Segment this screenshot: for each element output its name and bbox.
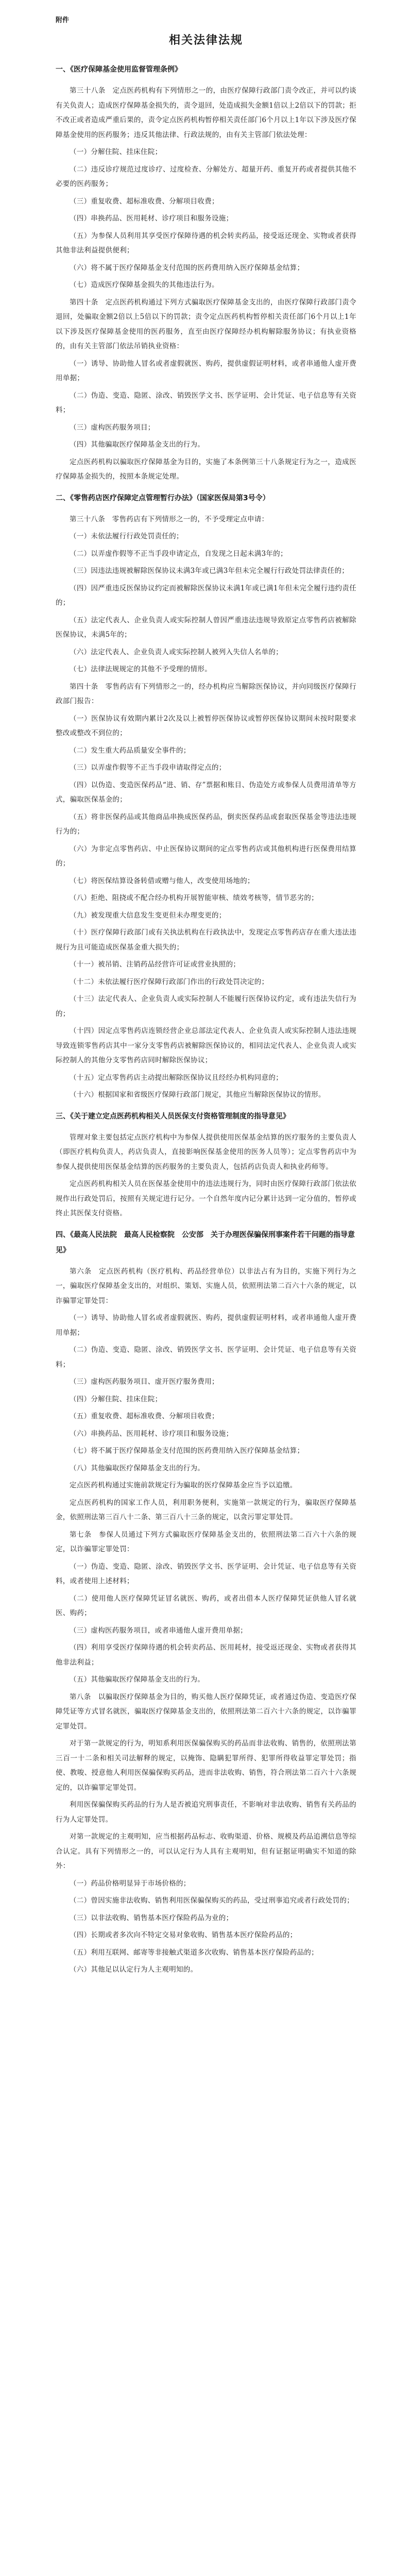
paragraph: 对于第一款规定的行为，明知系利用医保骗保购买的药品而非法收购、销售的，依照刑法第三百一十二条和相关司法解释的规定，以掩饰、隐瞒犯罪所得、犯罪所得收益罪定罪处罚；指使、教唆、授意他人利用医保骗保购买药品，进而非法收购、销售，符合刑法第二百六十六条规定的，以诈骗罪定罪处罚。: [56, 1739, 356, 1792]
attachment-label: 附件: [56, 16, 70, 24]
paragraph: （一）诱导、协助他人冒名或者虚假就医、购药，提供虚假证明材料，或者串通他人虚开费用单据；: [56, 1314, 356, 1337]
paragraph: （三）重复收费、超标准收费、分解项目收费；: [70, 197, 219, 206]
paragraph: （五）重复收费、超标准收费、分解项目收费；: [70, 1412, 219, 1420]
paragraph: 第七条 参保人员通过下列方式骗取医疗保障基金支出的，依照刑法第二百六十六条的规定，以诈骗罪定罪处罚：: [56, 1530, 356, 1553]
paragraph: （三）虚构医药服务项目、虚开医疗服务费用；: [70, 1378, 219, 1386]
paragraph: （四）利用享受医疗保障待遇的机会转卖药品、医用耗材，接受返还现金、实物或者获得其他非法利益；: [56, 1643, 356, 1667]
paragraph: （九）被发现重大信息发生变更但未办理变更的；: [70, 911, 226, 920]
paragraph: （一）伪造、变造、隐匿、涂改、销毁医学文书、医学证明、会计凭证、电子信息等有关资料，或者使用上述材料；: [56, 1562, 356, 1585]
paragraph: （一）药品价格明显异于市场价格的；: [70, 1879, 191, 1888]
paragraph: （五）将非医保药品或其他商品串换成医保药品，倒卖医保药品或套取医保基金等违法违规行为的；: [56, 812, 356, 836]
paragraph: （八）其他骗取医疗保障基金支出的行为。: [70, 1464, 205, 1472]
paragraph: （六）串换药品、医用耗材、诊疗项目和服务设施；: [70, 1429, 233, 1438]
paragraph: 第四十条 零售药店有下列情形之一的，经办机构应当解除医保协议，并向同级医疗保障行政部门报告：: [56, 682, 356, 705]
paragraph: （二）以弄虚作假等不正当手段申请定点，自发现之日起未满3年的；: [70, 549, 287, 558]
paragraph: （三）因违法违规被解除医保协议未满3年或已满3年但未完全履行行政处罚法律责任的；: [70, 567, 349, 575]
paragraph: 第八条 以骗取医疗保障基金为目的，购买他人医疗保障凭证，或者通过伪造、变造医疗保障凭证等方式冒名就医，骗取医疗保障基金支出的，依照刑法第二百六十六条的规定，以诈骗罪定罪处罚。: [56, 1692, 356, 1731]
paragraph: （七）将医保结算设备转借或赠与他人，改变使用场地的；: [70, 876, 254, 885]
paragraph: （七）造成医疗保障基金损失的其他违法行为。: [70, 281, 219, 289]
paragraph: （十二）未依法履行医疗保障行政部门作出的行政处罚决定的；: [70, 977, 269, 986]
paragraph: （四）以伪造、变造医保药品“进、销、存”票据和账目、伪造处方或参保人员费用清单等方式，骗取医保基金的；: [56, 781, 356, 804]
paragraph: 第三十八条 定点医药机构有下列情形之一的，由医疗保障行政部门责令改正，并可以约谈有关负责人；造成医疗保障基金损失的，责令退回，处造成损失金额1倍以上2倍以下的罚款；拒不改正或者造成严重后果的，责令定点医药机构暂停相关责任部门6个月以上1年以下涉及医疗保障基金使用的医药服务；违反其他法律、行政法规的，由有关主管部门依法处理：: [56, 87, 356, 139]
paragraph: （三）以非法收购、销售基本医疗保险药品为业的；: [70, 1913, 233, 1922]
paragraph: （六）为非定点零售药店、中止医保协议期间的定点零售药店或其他机构进行医保费用结算的；: [56, 844, 356, 868]
paragraph: 第六条 定点医药机构（医疗机构、药品经营单位）以非法占有为目的，实施下列行为之一，骗取医疗保障基金支出的，对组织、策划、实施人员，依照刑法第二百六十六条的规定，以诈骗罪定罪处罚：: [56, 1267, 356, 1305]
paragraph: 利用医保骗保购买药品的行为人是否被追究刑事责任，不影响对非法收购、销售有关药品的行为人定罪处罚。: [56, 1801, 356, 1824]
paragraph: （四）长期或者多次向不特定交易对象收购、销售基本医疗保险药品的；: [70, 1931, 297, 1939]
paragraph: （五）为参保人员利用其享受医疗保障待遇的机会转卖药品，接受返还现金、实物或者获得其他非法利益提供便利；: [56, 231, 356, 255]
paragraph: （八）拒绝、阻挠或不配合经办机构开展智能审核、绩效考核等，情节恶劣的；: [70, 894, 318, 902]
paragraph: （六）将不属于医疗保障基金支付范围的医药费用纳入医疗保障基金结算；: [70, 263, 304, 272]
paragraph: （二）伪造、变造、隐匿、涂改、销毁医学文书、医学证明、会计凭证、电子信息等有关资料；: [56, 1346, 356, 1369]
paragraph: （一）分解住院、挂床住院；: [70, 148, 162, 156]
paragraph: （六）法定代表人、企业负责人或实际控制人被列入失信人名单的；: [70, 648, 283, 656]
section-heading: 一、《医疗保障基金使用监督管理条例》: [56, 65, 182, 74]
paragraph: （十一）被吊销、注销药品经营许可证或营业执照的；: [70, 960, 241, 969]
paragraph: （十三）法定代表人、企业负责人或实际控制人不能履行医保协议约定，或有违法失信行为的；: [56, 995, 356, 1018]
paragraph: （二）伪造、变造、隐匿、涂改、销毁医学文书、医学证明、会计凭证、电子信息等有关资料；: [56, 391, 356, 414]
section-heading: 四、《最高人民法院 最高人民检察院 公安部 关于办理医保骗保刑事案件若干问题的指导意见》: [56, 1230, 355, 1255]
paragraph: （三）虚构医药服务项目，或者串通他人虚开费用单据；: [70, 1626, 247, 1635]
paragraph: （一）未依法履行行政处罚责任的；: [70, 532, 183, 540]
section-heading: 三、《关于建立定点医药机构相关人员医保支付资格管理制度的指导意见》: [56, 1112, 290, 1121]
paragraph: 对第一款规定的主观明知，应当根据药品标志、收购渠道、价格、规模及药品追溯信息等综合认定。具有下列情形之一的，可以认定行为人具有主观明知，但有证据证明确实不知道的除外：: [56, 1833, 356, 1870]
paragraph: （十四）因定点零售药店连锁经营企业总部法定代表人、企业负责人或实际控制人违法违规导致连锁零售药店其中一家分支零售药店被解除医保协议的，相同法定代表人、企业负责人或实际控制人的其他分支零售药店同时解除医保协议；: [56, 1027, 356, 1064]
paragraph: （二）曾因实施非法收购、销售利用医保骗保购买的药品，受过刑事追究或者行政处罚的；: [70, 1896, 354, 1905]
paragraph: （十五）定点零售药店主动提出解除医保协议且经经办机构同意的；: [70, 1073, 283, 1082]
paragraph: （五）利用互联网、邮寄等非接触式渠道多次收购、销售基本医疗保险药品的；: [70, 1948, 318, 1957]
paragraph: （一）医保协议有效期内累计2次及以上被暂停医保协议或暂停医保协议期间未按时限要求整改或整改不到位的；: [56, 714, 356, 737]
paragraph: 第四十条 定点医药机构通过下列方式骗取医疗保障基金支出的，由医疗保障行政部门责令退回，处骗取金额2倍以上5倍以下的罚款；责令定点医药机构暂停相关责任部门6个月以上1年以下涉及医疗保障基金使用的医药服务，直至由医疗保障经办机构解除服务协议；有执业资格的，由有关主管部门依法吊销执业资格：: [56, 298, 356, 350]
paragraph: （六）其他足以认定行为人主观明知的。: [70, 1965, 198, 1974]
section-heading: 二、《零售药店医疗保障定点管理暂行办法》（国家医保局第3号令）: [56, 494, 270, 502]
paragraph: 定点医药机构以骗取医疗保障基金为目的，实施了本条例第三十八条规定行为之一，造成医疗保障基金损失的，按照本条规定处理。: [56, 457, 356, 481]
paragraph: （三）虚构医药服务项目；: [70, 423, 155, 432]
paragraph: 定点医药机构的国家工作人员，利用职务便利，实施第一款规定的行为，骗取医疗保障基金，依照刑法第三百八十二条、第三百八十三条的规定，以贪污罪定罪处罚。: [56, 1498, 356, 1521]
document-body: [56, 62, 356, 1977]
paragraph: 定点医药机构相关人员在医保基金使用中的违法违规行为，同时由医疗保障行政部门依法依规作出行政处罚后，按照有关规定进行记分。一个自然年度内记分累计达到一定分值的，暂停或终止其医保支付资格。: [56, 1180, 356, 1217]
paragraph: 管理对象主要包括定点医疗机构中为参保人提供使用医保基金结算的医疗服务的主要负责人（即医疗机构负责人，药店负责人，直接影响医保基金使用的医务人员等）；定点零售药店中为参保人提供使用医保基金结算的医药服务的主要负责人，包括药店负责人和执业药师等。: [56, 1133, 356, 1171]
paragraph: 定点医药机构通过实施前款规定行为骗取的医疗保障基金应当予以追缴。: [70, 1481, 297, 1489]
paragraph: （五）其他骗取医疗保障基金支出的行为。: [70, 1675, 205, 1684]
paragraph: （七）法律法规规定的其他不予受理的情形。: [70, 665, 212, 673]
paragraph: （三）以弄虚作假等不正当手段申请取得定点的；: [70, 764, 226, 772]
paragraph: （五）法定代表人、企业负责人或实际控制人曾因严重违法违规导致原定点零售药店被解除医保协议，未满5年的；: [56, 616, 356, 639]
paragraph: （四）因严重违反医保协议约定而被解除医保协议未满1年或已满1年但未完全履行违约责任的；: [56, 584, 356, 607]
paragraph: （四）串换药品、医用耗材、诊疗项目和服务设施；: [70, 214, 233, 223]
paragraph: （二）违反诊疗规范过度诊疗、过度检查、分解处方、超量开药、重复开药或者提供其他不必要的医药服务；: [56, 165, 356, 188]
paragraph: （二）发生重大药品质量安全事件的；: [70, 746, 191, 755]
paragraph: （四）分解住院、挂床住院；: [70, 1395, 162, 1403]
paragraph: （二）使用他人医疗保障凭证冒名就医、购药，或者出借本人医疗保障凭证供他人冒名就医、购药；: [56, 1594, 356, 1617]
paragraph: 第三十八条 零售药店有下列情形之一的，不予受理定点申请：: [70, 515, 269, 523]
paragraph: （十）医疗保障行政部门或有关执法机构在行政执法中，发现定点零售药店存在重大违法违规行为且可能造成医保基金重大损失的；: [56, 928, 356, 952]
paragraph: （十六）根据国家和省级医疗保障行政部门规定，其他应当解除医保协议的情形。: [70, 1091, 325, 1099]
paragraph: （四）其他骗取医疗保障基金支出的行为。: [70, 440, 205, 449]
page-title: 相关法律法规: [168, 34, 243, 47]
paragraph: （七）将不属于医疗保障基金支付范围的医药费用纳入医疗保障基金结算；: [70, 1447, 304, 1455]
paragraph: （一）诱导、协助他人冒名或者虚假就医、购药，提供虚假证明材料，或者串通他人虚开费用单据；: [56, 359, 356, 382]
